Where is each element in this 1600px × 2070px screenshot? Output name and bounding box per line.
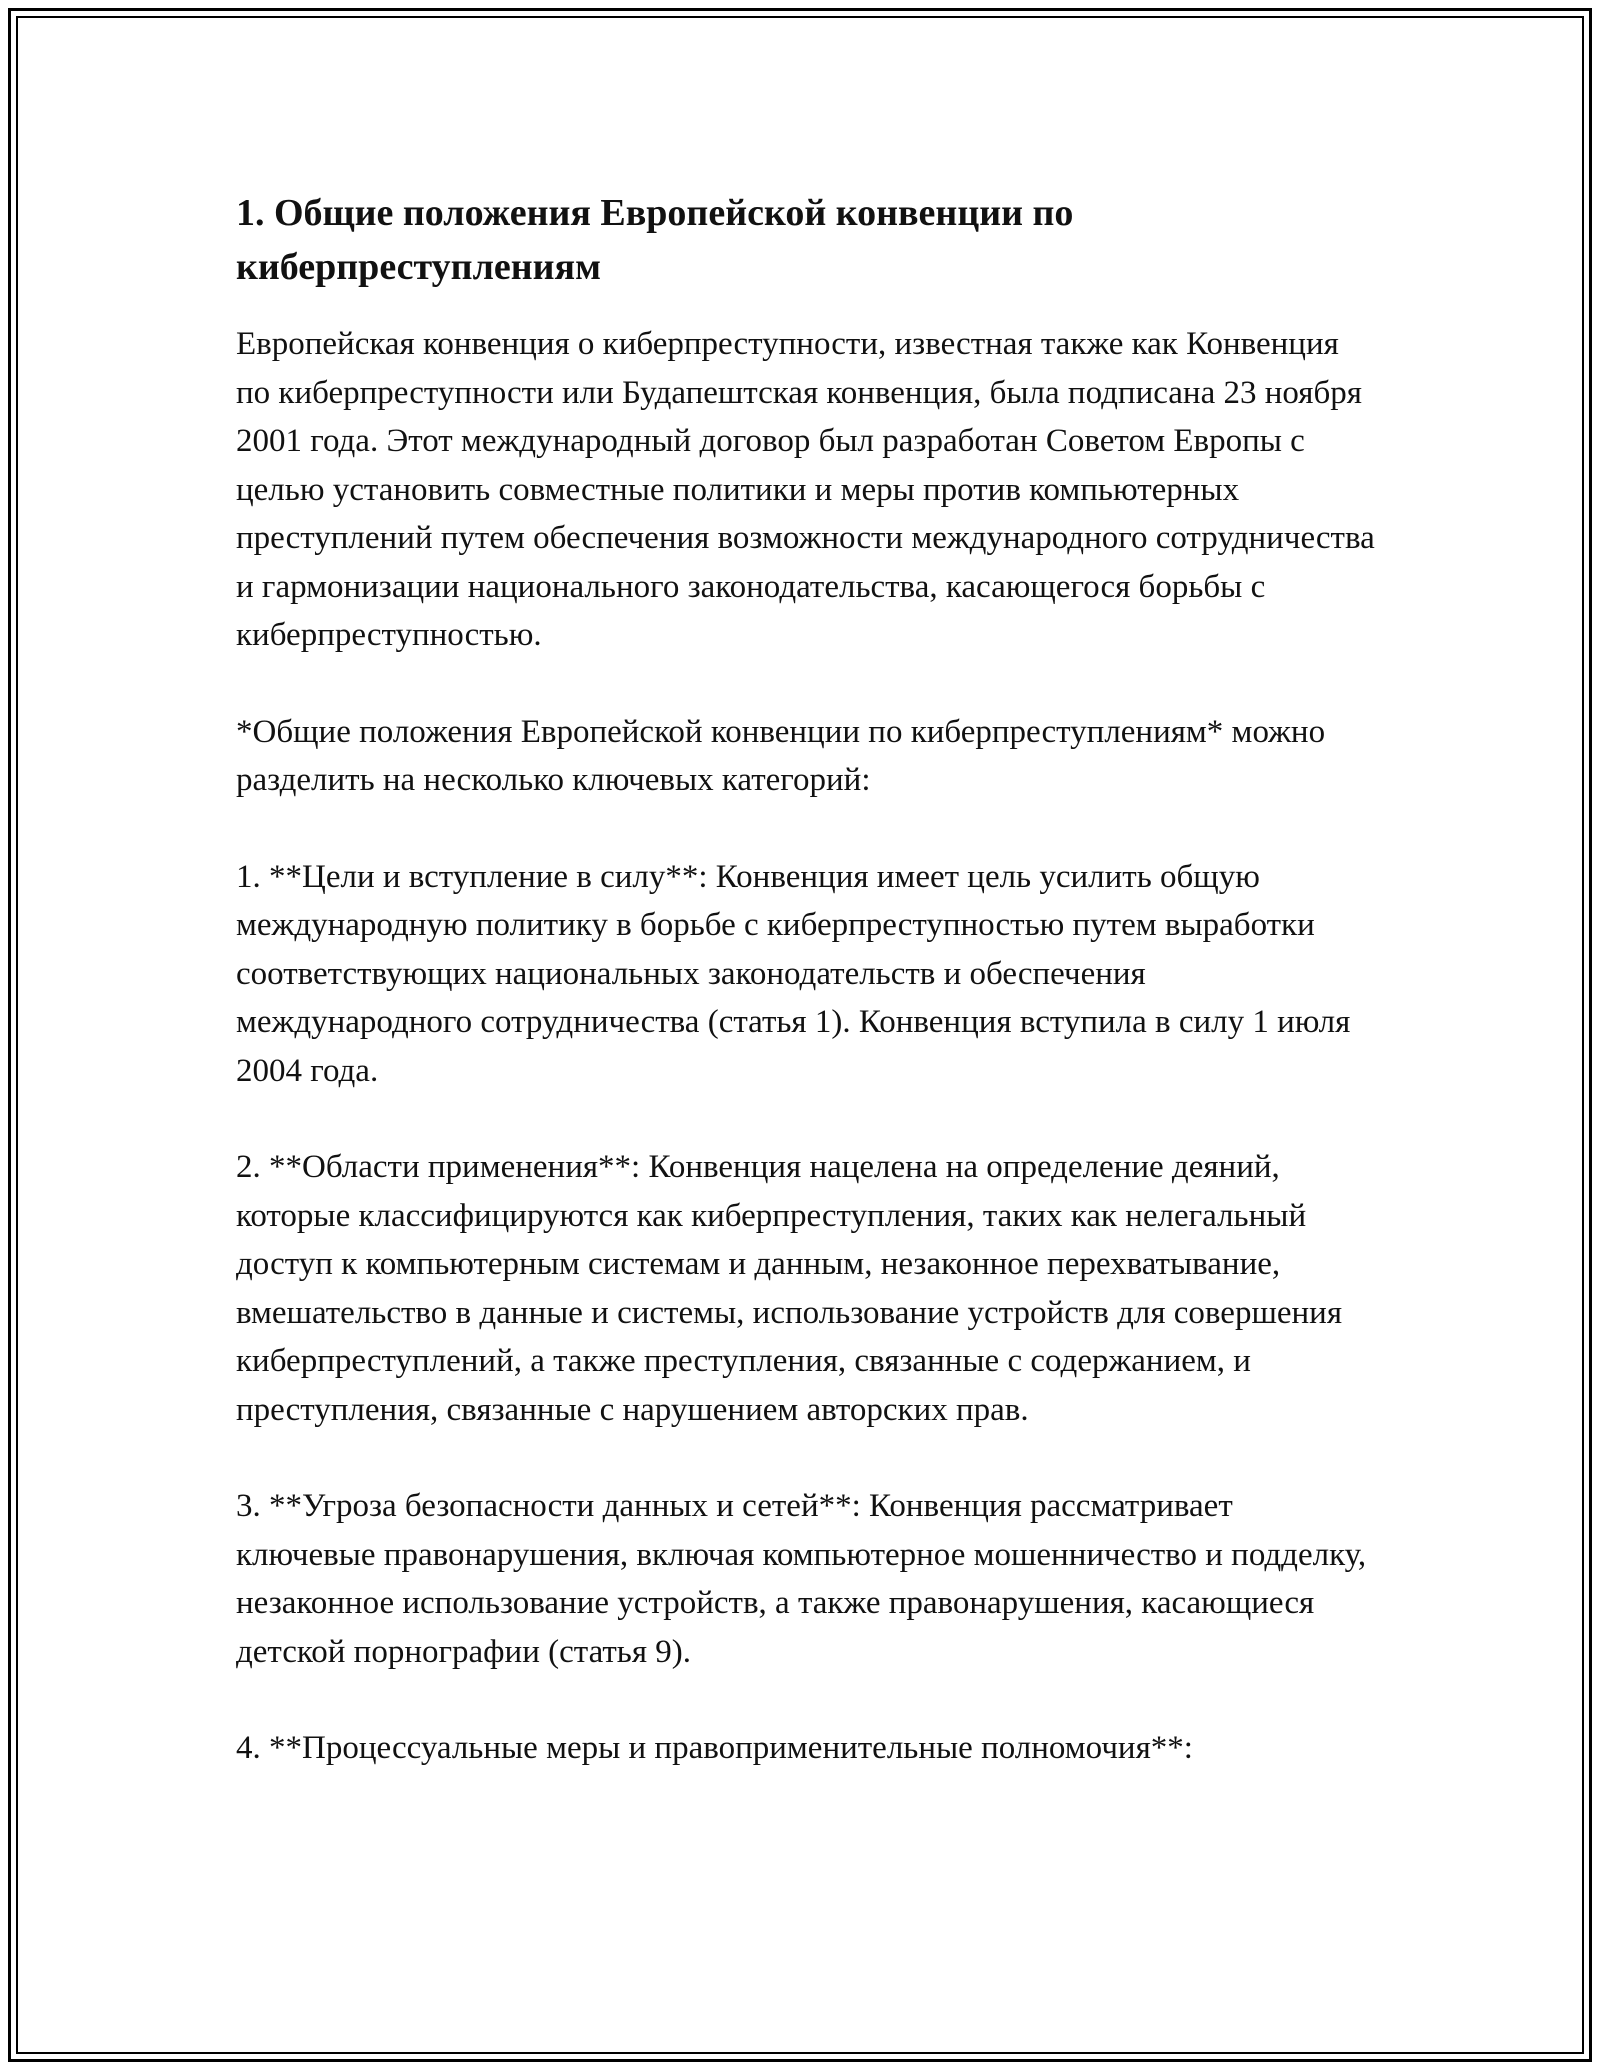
paragraph-item-1: 1. **Цели и вступление в силу**: Конвенция имеет цель усилить общую международную политику в борьбе с киберпреступностью путем выработки соответствующих национальных законодательств и обеспечения международного сотрудничества (статья 1). Конвенция вступила в силу 1 июля 2004 года. — [236, 858, 1351, 1089]
document-page — [236, 186, 1376, 1821]
paragraph-item-3: 3. **Угроза безопасности данных и сетей**: Конвенция рассматривает ключевые правонарушения, включая компьютерное мошенничество и подделку, незаконное использование устройств, а также правонарушения, касающиеся детской порнографии (статья 9). — [236, 1488, 1367, 1670]
paragraph-item-2: 2. **Области применения**: Конвенция нацелена на определение деяний, которые классифицируются как киберпреступления, таких как нелегальный доступ к компьютерным системам и данным, незаконное перехватывание, вмешательство в данные и системы, использование устройств для совершения киберпреступлений, а также преступления, связанные с содержанием, и преступления, связанные с нарушением авторских прав. — [236, 1149, 1343, 1428]
paragraph-categories-intro: *Общие положения Европейской конвенции по киберпреступлениям* можно разделить на несколько ключевых категорий: — [236, 713, 1326, 798]
paragraph-intro: Европейская конвенция о киберпреступности, известная также как Конвенция по киберпреступности или Будапештская конвенция, была подписана 23 ноября 2001 года. Этот международный договор был разработан Советом Европы с целью установить совместные политики и меры против компьютерных преступлений путем обеспечения возможности международного сотрудничества и гармонизации национального законодательства, касающегося борьбы с киберпреступностью. — [236, 326, 1375, 653]
section-heading: 1. Общие положения Европейской конвенции по киберпреступлениям — [236, 192, 1074, 288]
paragraph-item-4: 4. **Процессуальные меры и правоприменительные полномочия**: — [236, 1730, 1193, 1766]
